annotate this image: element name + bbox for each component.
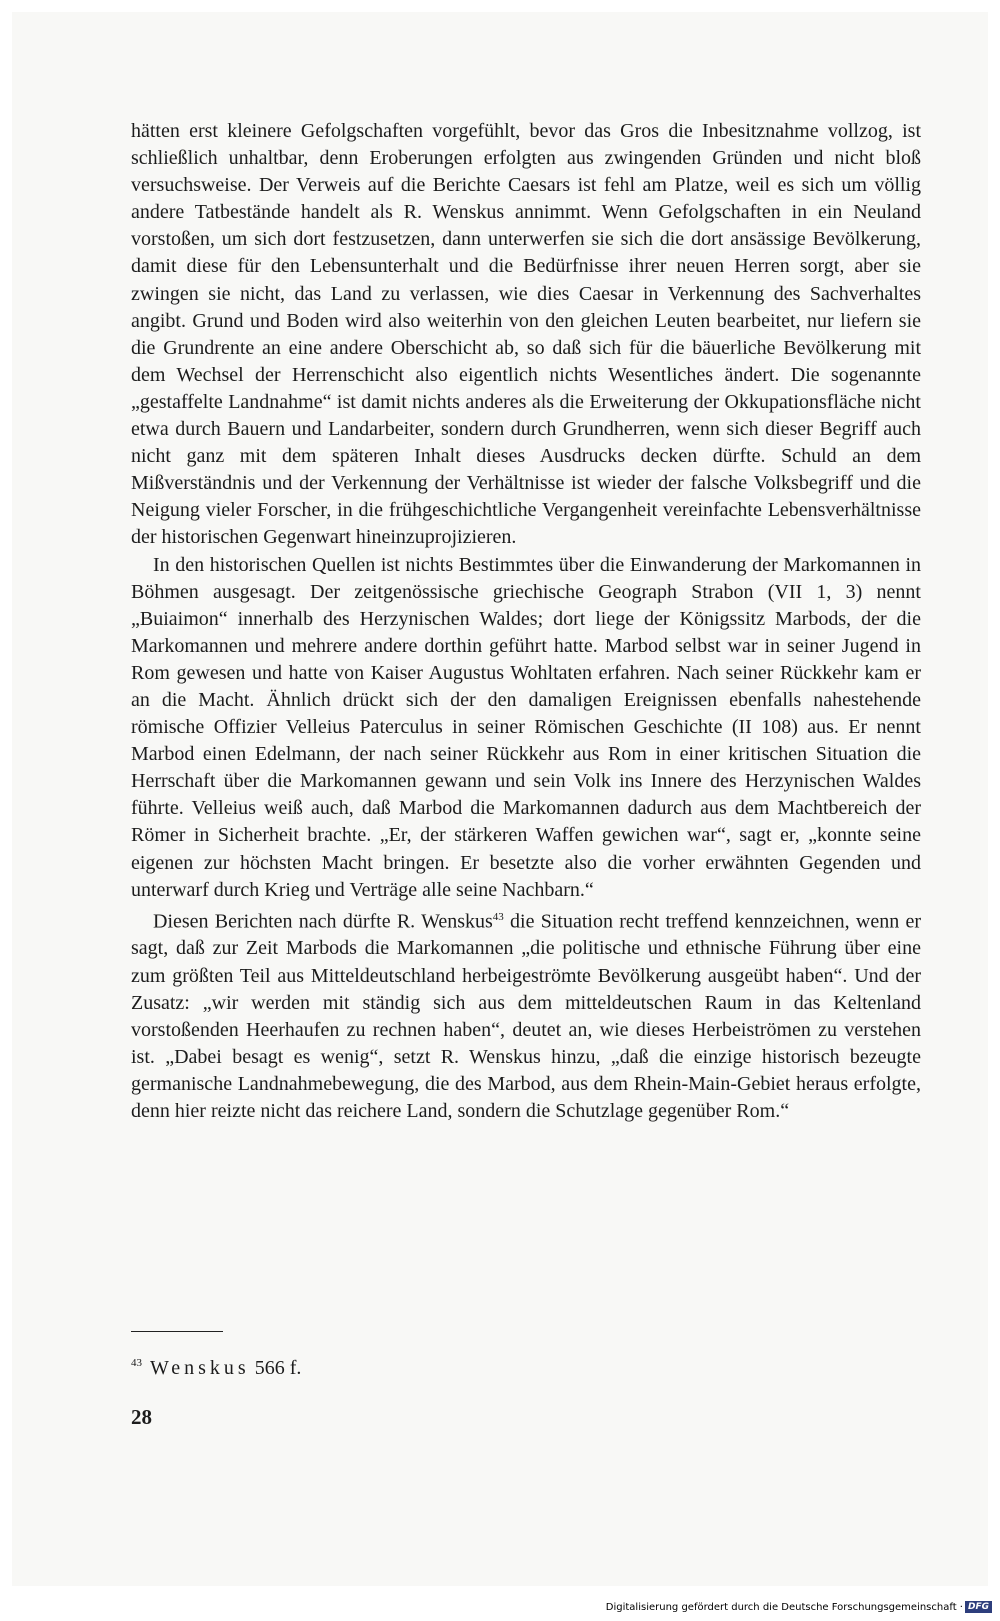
paragraph-3-start: Diesen Berichten nach dürfte R. Wenskus xyxy=(153,910,493,933)
paragraph-3 xyxy=(131,904,921,1125)
digitization-credit xyxy=(606,1601,992,1613)
footnote-divider xyxy=(131,1331,223,1332)
paragraph-2: In den historischen Quellen ist nichts Bestimmtes über die Einwanderung der Markomannen in Böhmen ausgesagt. Der zeitgenössische griechische Geograph Strabon (VII 1, 3) nennt „Buiaimon“ innerhalb des Herzynischen Waldes; dort liege der Königssitz Marbods, der die Markomannen und mehrere andere dorthin geführt hatte. Marbod selbst war in seiner Jugend in Rom gewesen und hatte von Kaiser Augustus Wohltaten erfahren. Nach seiner Rückkehr kam er an die Macht. Ähnlich drückt sich der den damaligen Ereignissen ebenfalls nahestehende römische Offizier Velleius Paterculus in seiner Römischen Geschichte (II 108) aus. Er nennt Marbod einen Edelmann, der nach seiner Rückkehr aus Rom in einer kritischen Situation die Herrschaft über die Markomannen gewann und sein Volk ins Innere des Herzynischen Waldes führte. Velleius weiß auch, daß Marbod die Markomannen dadurch aus dem Machtbereich der Römer in Sicherheit brachte. „Er, der stärkeren Waffen gewichen war“, sagt er, „konnte seine eigenen zur höchsten Macht bringen. Er besetzte also die vorher erwähnten Gegenden und unterwarf durch Krieg und Verträge alle seine Nachbarn.“ xyxy=(131,553,921,901)
paragraph-3-rest: die Situation recht treffend kennzeichnen, wenn er sagt, daß zur Zeit Marbods die Markomannen „die politische und ethnische Führung über eine zum größten Teil aus Mitteldeutschland herbeigeströmte Bevölkerung ausgeübt haben“. Und der Zusatz: „wir werden mit ständig sich aus dem mitteldeutschen Raum in das Keltenland vorstoßenden Heerhaufen zu rechnen haben“, deutet an, wie dieses Herbeiströmen zu verstehen ist. „Dabei besagt es wenig“, setzt R. Wenskus hinzu, „daß die einzige historisch bezeugte germanische Landnahmebewegung, die des Marbod, aus dem Rhein-Main-Gebiet heraus erfolgte, denn hier reizte nicht das reichere Land, sondern die Schutzlage gegenüber Rom.“ xyxy=(131,910,921,1123)
body-text xyxy=(131,118,921,1125)
dfg-logo: DFG xyxy=(965,1601,992,1613)
credit-text: Digitalisierung gefördert durch die Deutsche Forschungsgemeinschaft · xyxy=(605,1601,963,1613)
page-number: 28 xyxy=(131,1405,152,1429)
footnote xyxy=(131,1357,301,1380)
footnote-reference: 43 xyxy=(492,910,504,923)
paragraph-1: hätten erst kleinere Gefolgschaften vorgefühlt, bevor das Gros die Inbesitznahme vollzog, ist schließlich unhaltbar, denn Eroberungen erfolgten aus zwingenden Gründen und nicht bloß versuchsweise. Der Verweis auf die Berichte Caesars ist fehl am Platze, weil es sich um völlig andere Tatbestände handelt als R. Wenskus annimmt. Wenn Gefolgschaften in ein Neuland vorstoßen, um sich dort festzusetzen, dann unterwerfen sie sich die dort ansässige Bevölkerung, damit diese für den Lebensunterhalt und die Bedürfnisse ihrer neuen Herren sorgt, aber sie zwingen sie nicht, das Land zu verlassen, wie dies Caesar in Verkennung des Sachverhaltes angibt. Grund und Boden wird also weiterhin von den gleichen Leuten bearbeitet, nur liefern sie die Grundrente an eine andere Oberschicht ab, so daß sich für die bäuerliche Bevölkerung mit dem Wechsel der Herrenschicht also eigentlich nichts Wesentliches ändert. Die sogenannte „gestaffelte Landnahme“ ist damit nichts anderes als die Erweiterung der Okkupationsfläche nicht etwa durch Bauern und Landarbeiter, sondern durch Grundherren, wenn sich dieser Begriff auch nicht ganz mit dem späteren Inhalt dieses Ausdrucks decken dürfte. Schuld an dem Mißverständnis und der Verkennung der Verhältnisse ist wieder der falsche Volksbegriff und die Neigung vieler Forscher, in die frühgeschichtliche Vergangenheit vereinfachte Lebensverhältnisse der historischen Gegenwart hineinzuprojizieren. xyxy=(131,120,921,549)
footnote-author: Wenskus xyxy=(150,1357,250,1379)
footnote-number: 43 xyxy=(131,1357,142,1370)
footnote-reference-text: 566 f. xyxy=(249,1357,302,1379)
